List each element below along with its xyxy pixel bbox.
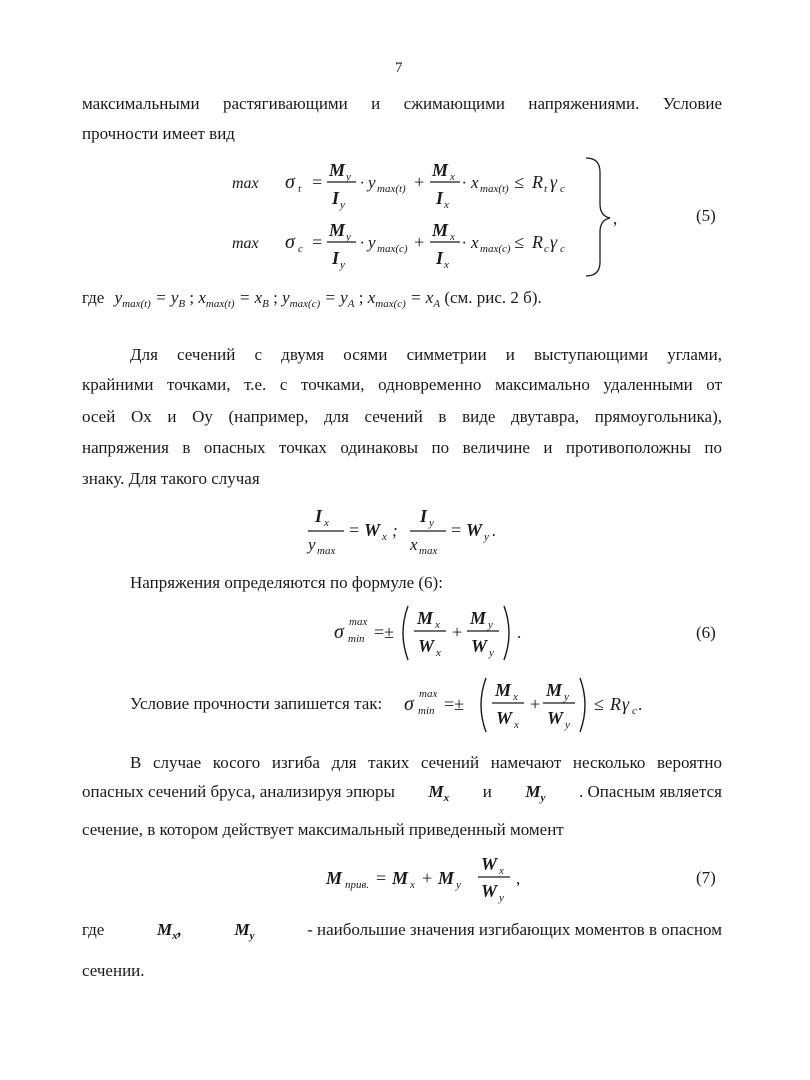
svg-text:y: y xyxy=(429,517,434,529)
paragraph-line: знаку. Для такого случая xyxy=(82,469,260,488)
svg-text:c: c xyxy=(632,705,637,717)
paragraph-line: максимальными растягивающими и сжимающими напряжениями. Условие xyxy=(82,94,722,113)
svg-text:·: · xyxy=(462,235,466,252)
svg-text:W: W xyxy=(418,636,435,656)
where-suffix: (см. рис. 2 б). xyxy=(444,288,542,307)
svg-text:M: M xyxy=(438,868,455,888)
svg-text:t: t xyxy=(298,183,302,195)
svg-text:c: c xyxy=(560,183,565,195)
svg-text:=: = xyxy=(450,520,463,540)
svg-text:I: I xyxy=(332,248,340,268)
equation-6-number: (6) xyxy=(696,623,716,642)
svg-text:=: = xyxy=(311,232,324,252)
svg-text:W: W xyxy=(364,520,381,540)
svg-text:t: t xyxy=(544,183,548,195)
svg-text:=: = xyxy=(376,868,387,888)
moment-my: $M_y$ xyxy=(525,782,546,804)
section-modulus-formula xyxy=(0,500,810,560)
svg-text:x: x xyxy=(444,199,449,211)
svg-text:y: y xyxy=(346,171,351,183)
text-segment: и xyxy=(482,782,492,801)
svg-text:max(c): max(c) xyxy=(377,243,408,255)
svg-text:x: x xyxy=(436,647,441,659)
svg-text:max(t): max(t) xyxy=(377,183,406,195)
paragraph-line: напряжения в опасных точках одинаковы по величине и противоположны по xyxy=(82,438,722,457)
svg-text:x: x xyxy=(410,879,415,891)
svg-text:W: W xyxy=(471,636,488,656)
svg-text:,: , xyxy=(516,869,521,888)
svg-text:max: max xyxy=(349,616,368,628)
svg-text:σ: σ xyxy=(404,693,414,715)
moment-mx: $M_x$, xyxy=(156,920,182,942)
svg-text:.: . xyxy=(638,695,643,714)
svg-text:M: M xyxy=(495,680,512,700)
svg-text:y: y xyxy=(456,879,461,891)
svg-text:W: W xyxy=(481,854,498,874)
svg-text:γ: γ xyxy=(550,172,558,192)
svg-text:M: M xyxy=(546,680,563,700)
equation-6 xyxy=(0,598,810,668)
svg-text:max(t): max(t) xyxy=(480,183,509,195)
moment-mx: $M_x$ xyxy=(428,782,450,804)
svg-text:W: W xyxy=(547,708,564,728)
where-line-2 xyxy=(82,920,722,942)
svg-text:+: + xyxy=(413,172,426,192)
where-line-1: где $y_{max(t)} = y_B$ ; $x_{max(t)} = x_B$ ; $y_{max(c)} = y_A$ ; $x_{max(c)} = x_A$ (см. рис. 2 б). xyxy=(82,288,542,310)
svg-text:=±: =± xyxy=(444,694,465,714)
strength-condition-formula xyxy=(0,670,810,740)
svg-text:·: · xyxy=(360,235,364,252)
svg-text:y: y xyxy=(489,647,494,659)
svg-text:max: max xyxy=(232,175,259,192)
svg-text:I: I xyxy=(436,188,444,208)
svg-text:I: I xyxy=(420,506,428,526)
svg-text:σ: σ xyxy=(285,231,295,253)
svg-text:M: M xyxy=(326,868,343,888)
svg-text:,: , xyxy=(613,209,618,228)
svg-text:c: c xyxy=(298,243,303,255)
svg-text:;: ; xyxy=(392,521,398,540)
svg-text:y: y xyxy=(340,199,345,211)
svg-text:R: R xyxy=(610,694,621,714)
svg-text:R: R xyxy=(532,232,543,252)
svg-text:y: y xyxy=(368,173,376,192)
paragraph-line: В случае косого изгиба для таких сечений намечают несколько вероятно xyxy=(130,753,722,772)
svg-text:M: M xyxy=(432,160,449,180)
svg-text:x: x xyxy=(471,173,479,192)
svg-text:W: W xyxy=(481,881,498,901)
svg-text:max: max xyxy=(317,545,336,557)
paragraph-line: прочности имеет вид xyxy=(82,124,235,143)
svg-text:y: y xyxy=(368,233,376,252)
svg-text:·: · xyxy=(360,175,364,192)
equation-5-number: (5) xyxy=(696,206,716,225)
page-number: 7 xyxy=(395,60,403,76)
paragraph-line: крайними точками, т.е. с точками, одновременно максимально удаленными от xyxy=(82,375,722,394)
paragraph-line: Для сечений с двумя осями симметрии и выступающими углами, xyxy=(130,345,722,364)
svg-text:.: . xyxy=(517,623,522,642)
svg-text:max: max xyxy=(232,235,259,252)
svg-text:x: x xyxy=(444,259,449,271)
svg-text:x: x xyxy=(514,719,519,731)
text-segment: . Опасным является xyxy=(579,782,722,801)
svg-text:=: = xyxy=(348,520,361,540)
svg-text:M: M xyxy=(432,220,449,240)
paragraph-line: осей Ox и Oy (например, для сечений в виде двутавра, прямоугольника), xyxy=(82,407,722,426)
svg-text:max: max xyxy=(419,688,438,700)
svg-text:=: = xyxy=(311,172,324,192)
svg-text:W: W xyxy=(466,520,483,540)
svg-text:y: y xyxy=(308,535,316,554)
svg-text:y: y xyxy=(565,719,570,731)
svg-text:x: x xyxy=(410,535,418,554)
svg-text:I: I xyxy=(436,248,444,268)
svg-text:c: c xyxy=(544,243,549,255)
moment-my: $M_y$ xyxy=(234,920,255,942)
svg-text:min: min xyxy=(348,633,365,645)
svg-text:M: M xyxy=(417,608,434,628)
svg-text:M: M xyxy=(470,608,487,628)
svg-text:I: I xyxy=(315,506,323,526)
equation-7 xyxy=(0,850,810,910)
svg-text:·: · xyxy=(462,175,466,192)
svg-text:W: W xyxy=(496,708,513,728)
paragraph-line: Напряжения определяются по формуле (6): xyxy=(130,573,443,592)
svg-text:x: x xyxy=(382,531,387,543)
where-prefix: где xyxy=(82,920,105,939)
svg-text:x: x xyxy=(499,865,504,877)
svg-text:y: y xyxy=(340,259,345,271)
strength-condition-text: Условие прочности запишется так: xyxy=(130,694,383,713)
svg-text:≤: ≤ xyxy=(514,232,524,252)
svg-text:γ: γ xyxy=(550,232,558,252)
svg-text:x: x xyxy=(324,517,329,529)
equation-5-graphic xyxy=(0,150,810,280)
svg-text:x: x xyxy=(471,233,479,252)
svg-text:+: + xyxy=(452,622,463,642)
svg-text:y: y xyxy=(346,231,351,243)
svg-text:+: + xyxy=(530,694,541,714)
where-suffix: - наибольшие значения изгибающих моментов в опасном xyxy=(307,920,722,939)
svg-text:x: x xyxy=(450,231,455,243)
svg-text:+: + xyxy=(413,232,426,252)
svg-text:y: y xyxy=(564,691,569,703)
svg-text:γ: γ xyxy=(622,694,630,714)
svg-text:M: M xyxy=(329,160,346,180)
svg-text:M: M xyxy=(329,220,346,240)
text-segment: опасных сечений бруса, анализируя эпюры xyxy=(82,782,395,801)
svg-text:max: max xyxy=(419,545,438,557)
svg-text:≤: ≤ xyxy=(594,694,604,714)
where-prefix: где xyxy=(82,288,105,307)
paragraph-line: сечении. xyxy=(82,961,145,980)
svg-text:min: min xyxy=(418,705,435,717)
svg-text:I: I xyxy=(332,188,340,208)
svg-text:R: R xyxy=(532,172,543,192)
svg-text:σ: σ xyxy=(285,171,295,193)
svg-text:x: x xyxy=(435,619,440,631)
svg-text:y: y xyxy=(499,892,504,904)
svg-text:x: x xyxy=(513,691,518,703)
paragraph-line: сечение, в котором действует максимальный приведенный момент xyxy=(82,820,564,839)
svg-text:≤: ≤ xyxy=(514,172,524,192)
svg-text:.: . xyxy=(492,521,497,540)
svg-text:max(c): max(c) xyxy=(480,243,511,255)
svg-text:M: M xyxy=(392,868,409,888)
equation-7-number: (7) xyxy=(696,868,716,887)
svg-text:σ: σ xyxy=(334,621,344,643)
svg-text:x: x xyxy=(450,171,455,183)
svg-text:прив.: прив. xyxy=(345,879,370,891)
svg-text:c: c xyxy=(560,243,565,255)
svg-text:=±: =± xyxy=(374,622,395,642)
paragraph-line-with-math xyxy=(82,782,722,804)
svg-text:y: y xyxy=(484,531,489,543)
svg-text:y: y xyxy=(488,619,493,631)
svg-text:+: + xyxy=(422,868,433,888)
